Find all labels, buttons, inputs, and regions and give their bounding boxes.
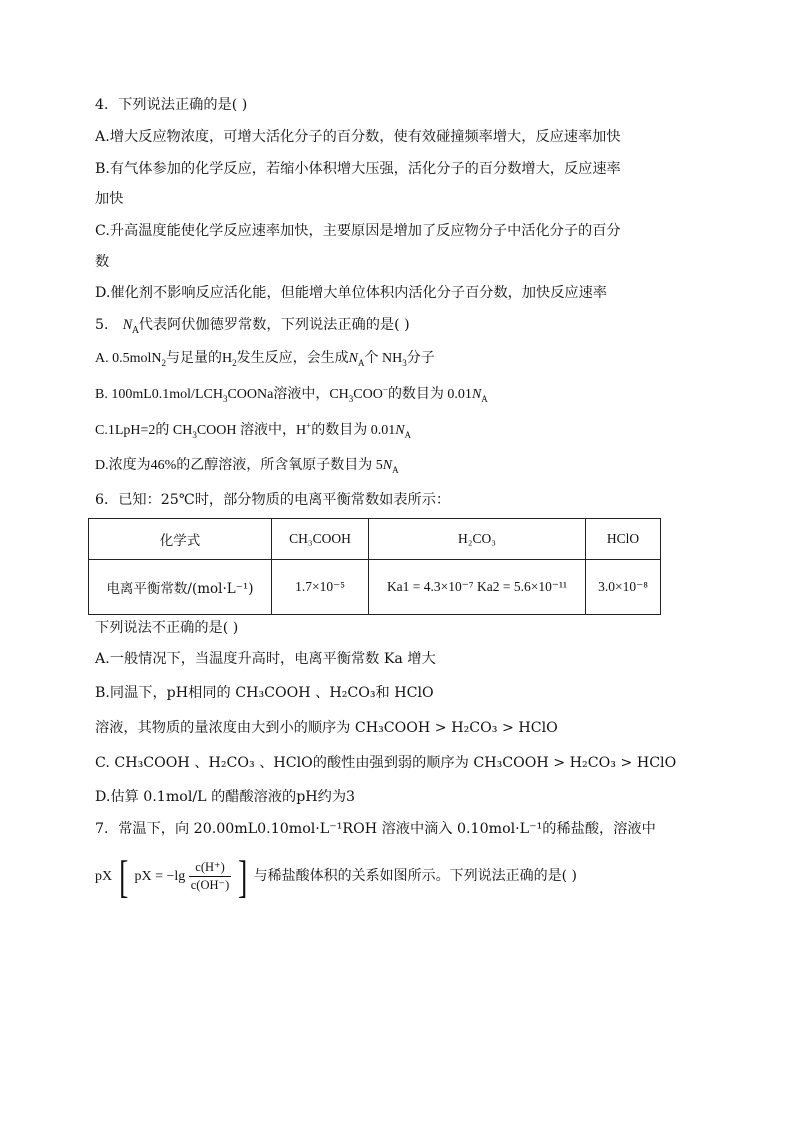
q5-option-b: B. $100mL0.1mol/LCH_3COONa$溶液中，$CH_3COO^-$的数目为 $0.01N_A$ xyxy=(95,384,488,404)
q4-option-a: A.增大反应物浓度，可增大活化分子的百分数，使有效碰撞频率增大，反应速率加快 xyxy=(95,129,621,145)
table-header-acetic: CH₃COOH xyxy=(272,519,369,560)
q6-option-c: C. CH₃COOH 、H₂CO₃ 、HClO的酸性由强到弱的顺序为 CH₃COOH > H₂CO₃ > HClO xyxy=(95,755,677,771)
table-value-acetic: 1.7×10⁻⁵ xyxy=(272,560,369,615)
q4-option-b-line2: 加快 xyxy=(95,191,124,207)
q7-stem: 7．常温下，向 20.00mL0.10mol·L⁻¹ROH 溶液中滴入 0.10mol·L⁻¹的稀盐酸，溶液中 xyxy=(95,821,656,837)
q4-option-d: D.催化剂不影响反应活化能，但能增大单位体积内活化分子百分数，加快反应速率 xyxy=(95,285,607,301)
q6-option-d: D.估算 0.1mol/L 的醋酸溶液的pH约为3 xyxy=(95,789,356,805)
table-header-formula: 化学式 xyxy=(89,519,272,560)
q5-stem: 5． $N_A$代表阿伏伽德罗常数，下列说法正确的是( ) xyxy=(95,317,410,336)
table-header-hclo: HClO xyxy=(586,519,661,560)
table-value-hclo: 3.0×10⁻⁸ xyxy=(586,560,661,615)
q5-option-c: C.1LpH=2的 $CH_3COOH$ 溶液中，H+的数目为 $0.01N_A$ xyxy=(95,420,412,440)
concentration-fraction: $\frac{c(H^+)}{c(OH^-)}$ xyxy=(190,860,230,893)
table-row-label: 电离平衡常数/(mol·L⁻¹) xyxy=(89,560,272,615)
q5-option-d: D.浓度为46%的乙醇溶液，所含氧原子数目为 $5N_A$ xyxy=(95,458,399,475)
table-value-carbonic: Ka1 = 4.3×10⁻⁷ Ka2 = 5.6×10⁻¹¹ xyxy=(369,560,586,615)
q4-option-b-line1: B.有气体参加的化学反应，若缩小体积增大压强，活化分子的百分数增大，反应速率 xyxy=(95,161,621,177)
q4-option-c-line1: C.升高温度能使化学反应速率加快，主要原因是增加了反应物分子中活化分子的百分 xyxy=(95,223,621,239)
table-header-carbonic: H₂CO₃ xyxy=(369,519,586,560)
px-formula-lhs: pX = −lg xyxy=(134,869,186,884)
q6-option-b-line1: B.同温下，pH相同的 CH₃COOH 、H₂CO₃和 HClO xyxy=(95,685,434,701)
q7-formula-line: pX [ pX = −lg $\frac{c(H^+)}{c(OH^-)}$ ] 与稀盐酸体积的关系如图所示。下列说法正确的是( ) xyxy=(95,850,577,902)
q4-option-c-line2: 数 xyxy=(95,254,110,270)
q5-option-a: A. 0.5molN$_2$与足量的$H_2$发生反应，会生成$N_A$个 $NH_3$分子 xyxy=(95,351,435,368)
q6-option-a: A.一般情况下，当温度升高时，电离平衡常数 Ka 增大 xyxy=(95,651,436,667)
q6-after-table: 下列说法不正确的是( ) xyxy=(95,620,239,636)
ionization-constant-table xyxy=(88,518,661,615)
q6-stem: 6．已知：25℃时，部分物质的电离平衡常数如表所示： xyxy=(95,492,451,508)
q4-stem: 4．下列说法正确的是( ) xyxy=(95,97,248,113)
q6-option-b-line2: 溶液，其物质的量浓度由大到小的顺序为 CH₃COOH > H₂CO₃ > HClO xyxy=(95,720,558,736)
